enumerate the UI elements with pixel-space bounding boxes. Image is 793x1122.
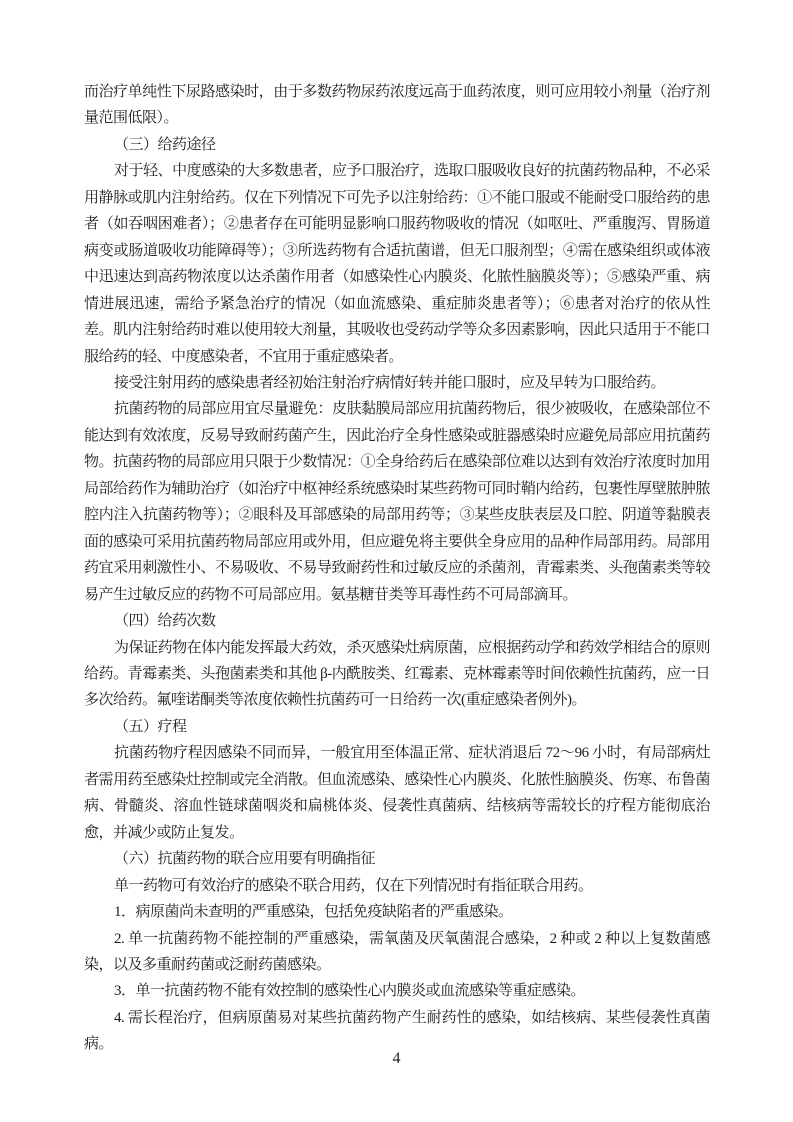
section-heading-3: （三）给药途径 xyxy=(114,136,216,153)
section-heading-6: （六）抗菌药物的联合应用要有明确指征 xyxy=(114,851,376,868)
paragraph: 抗菌药物疗程因感染不同而异，一般宜用至体温正常、症状消退后 72～96 小时，有局部病灶者需用药至感染灶控制或完全消散。但血流感染、感染性心内膜炎、化脓性脑膜炎、伤寒、布鲁菌病、骨髓炎、溶血性链球菌咽炎和扁桃体炎、侵袭性真菌病、结核病等需较长的疗程方能彻底治愈，并减少或防止复发。 xyxy=(84,745,710,841)
page-footer xyxy=(0,1050,793,1068)
list-item-4: 4. 需长程治疗，但病原菌易对某些抗菌药物产生耐药性的感染，如结核病、某些侵袭性真菌病。 xyxy=(84,1009,710,1053)
list-item-3: 3．单一抗菌药物不能有效控制的感染性心内膜炎或血流感染等重症感染。 xyxy=(114,983,586,1000)
paragraph: 单一药物可有效治疗的感染不联合用药，仅在下列情况时有指征联合用药。 xyxy=(114,877,593,894)
list-item-2: 2. 单一抗菌药物不能控制的严重感染，需氧菌及厌氧菌混合感染，2 种或 2 种以上复数菌感染，以及多重耐药菌或泛耐药菌感染。 xyxy=(84,930,710,973)
section-heading-4: （四）给药次数 xyxy=(114,613,216,630)
paragraph-continuation: 而治疗单纯性下尿路感染时，由于多数药物尿药浓度远高于血药浓度，则可应用较小剂量（治疗剂量范围低限）。 xyxy=(84,84,710,127)
page-number: 4 xyxy=(392,1050,401,1067)
paragraph: 抗菌药物的局部应用宜尽量避免：皮肤黏膜局部应用抗菌药物后，很少被吸收，在感染部位不能达到有效浓度，反易导致耐药菌产生，因此治疗全身性感染或脏器感染时应避免局部应用抗菌药物。抗菌药物的局部应用只限于少数情况：①全身给药后在感染部位难以达到有效治疗浓度时加用局部给药作为辅助治疗（如治疗中枢神经系统感染时某些药物可同时鞘内给药，包裹性厚壁脓肿脓腔内注入抗菌药物等）；②眼科及耳部感染的局部用药等；③某些皮肤表层及口腔、阴道等黏膜表面的感染可采用抗菌药物局部应用或外用，但应避免将主要供全身应用的品种作局部用药。局部用药宜采用刺激性小、不易吸收、不易导致耐药性和过敏反应的杀菌剂，青霉素类、头孢菌素类等较易产生过敏反应的药物不可局部应用。氨基糖苷类等耳毒性药不可局部滴耳。 xyxy=(84,401,710,603)
paragraph: 接受注射用药的感染患者经初始注射治疗病情好转并能口服时，应及早转为口服给药。 xyxy=(114,374,666,391)
paragraph: 对于轻、中度感染的大多数患者，应予口服治疗，选取口服吸收良好的抗菌药物品种，不必采用静脉或肌内注射给药。仅在下列情况下可先予以注射给药：①不能口服或不能耐受口服给药的患者（如吞咽困难者）；②患者存在可能明显影响口服药物吸收的情况（如呕吐、严重腹泻、胃肠道病变或肠道吸收功能障碍等）；③所选药物有合适抗菌谱，但无口服剂型；④需在感染组织或体液中迅速达到高药物浓度以达杀菌作用者（如感染性心内膜炎、化脓性脑膜炎等）；⑤感染严重、病情进展迅速，需给予紧急治疗的情况（如血流感染、重症肺炎患者等）；⑥患者对治疗的依从性差。肌内注射给药时难以使用较大剂量，其吸收也受药动学等众多因素影响，因此只适用于不能口服给药的轻、中度感染者，不宜用于重症感染者。 xyxy=(84,163,710,365)
document-body xyxy=(84,79,710,1058)
section-heading-5: （五）疗程 xyxy=(114,718,187,735)
list-item-1: 1．病原菌尚未查明的严重感染，包括免疫缺陷者的严重感染。 xyxy=(114,904,513,921)
paragraph: 为保证药物在体内能发挥最大药效，杀灭感染灶病原菌，应根据药动学和药效学相结合的原则给药。青霉素类、头孢菌素类和其他 β-内酰胺类、红霉素、克林霉素等时间依赖性抗菌药，应一日多次给药。氟喹诺酮类等浓度依赖性抗菌药可一日给药一次(重症感染者例外)。 xyxy=(84,639,710,709)
